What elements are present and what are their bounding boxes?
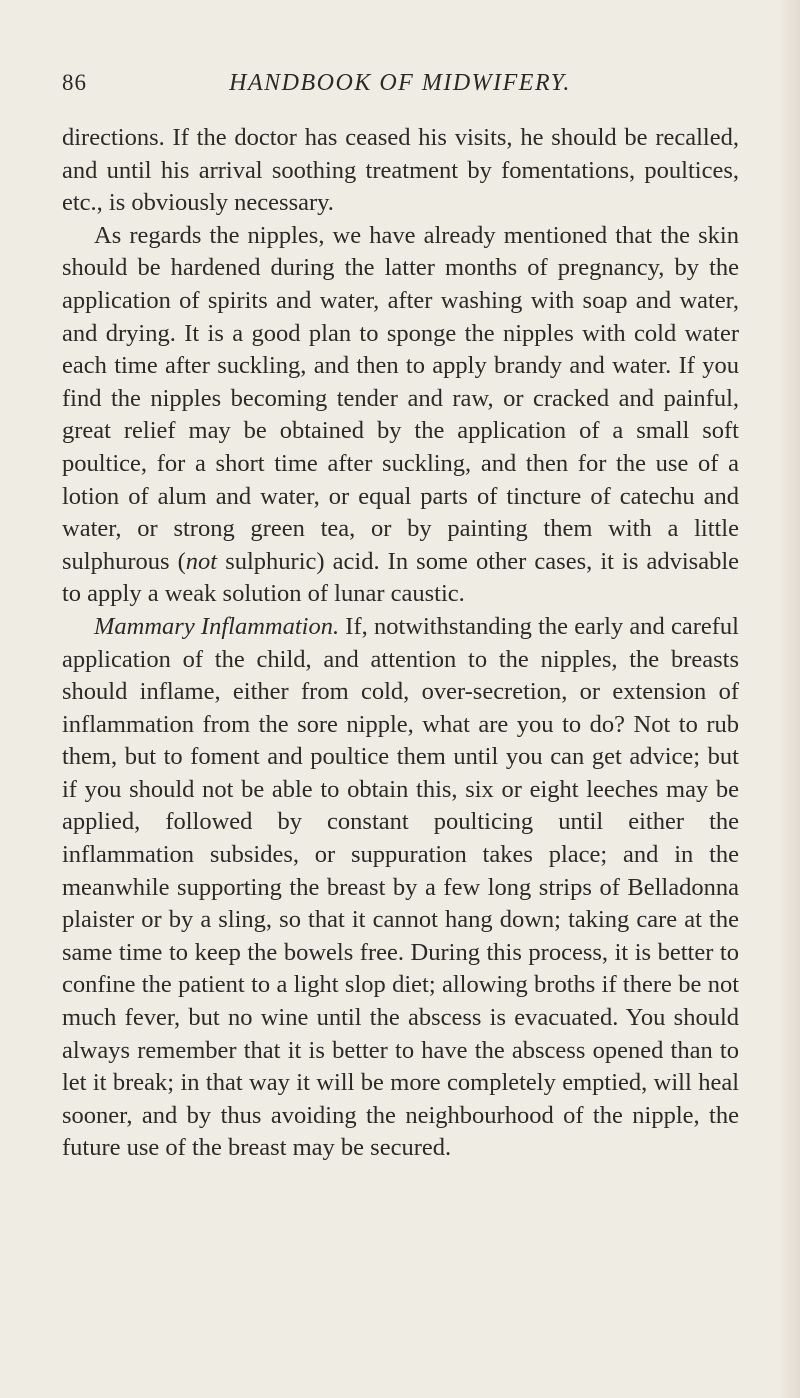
section-heading: Mammary Inflammation.: [94, 612, 340, 640]
running-title: HANDBOOK OF MIDWIFERY.: [229, 70, 571, 96]
paragraph-text: As regards the nipples, we have already mentioned that the skin should be hardened during the latter months of pregnancy, by the application of spirits and water, after washing with soap and water, and drying. It is a good plan to sponge the nipples with cold water each time after suckling, and then to apply brandy and water. If you find the nipples becoming tender and raw, or cracked and painful, great relief may be obtained by the application of a small soft poultice, for a short time after suckling, and then for the use of a lotion of alum and water, or equal parts of tincture of catechu and water, or strong green tea, or by painting them with a little sulphurous (: [62, 221, 739, 575]
page-number: 86: [62, 70, 87, 95]
paragraph-text: directions. If the doctor has ceased his visits, he should be recalled, and until his arrival soothing treatment by fomentations, poultices, etc., is obviously necessary.: [62, 124, 739, 217]
paragraph-text-after: sulphuric) acid. In some other cases, it is advisable to apply a weak solution of lunar caustic.: [62, 547, 739, 608]
running-head: [62, 70, 738, 106]
emphasis-not: not: [185, 547, 218, 575]
paragraph-continuation: [62, 122, 739, 220]
body-text: [62, 122, 739, 1165]
paragraph-mammary-inflammation: [62, 611, 739, 1165]
paragraph-text: If, notwithstanding the early and careful application of the child, and attention to the nipples, the breasts should inflame, either from cold, over-secretion, or extension of inflammation from the sore nipple, what are you to do? Not to rub them, but to foment and poultice them until you can get advice; but if you should not be able to obtain this, six or eight leeches may be applied, followed by constant poulticing until either the inflammation subsides, or suppuration takes place; and in the meanwhile supporting the breast by a few long strips of Belladonna plaister or by a sling, so that it cannot hang down; taking care at the same time to keep the bowels free. During this process, it is better to confine the patient to a light slop diet; allowing broths if there be not much fever, but no wine until the abscess is evacuated. You should always remember that it is better to have the abscess opened than to let it break; in that way it will be more completely emptied, will heal sooner, and by thus avoiding the neighbourhood of the nipple, the future use of the breast may be secured.: [62, 612, 739, 1162]
paragraph-nipples: [62, 220, 739, 611]
